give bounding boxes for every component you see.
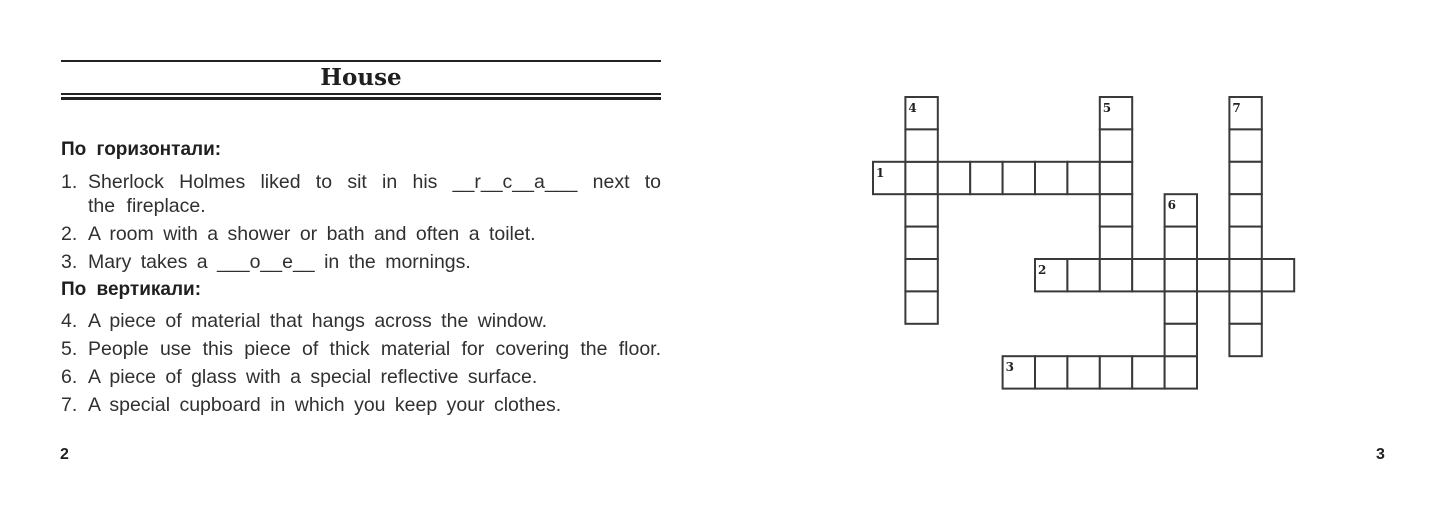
clue-text: A room with a shower or bath and often a toilet. (88, 223, 536, 245)
crossword-clue-number-7: 7 (1232, 101, 1241, 115)
clue-number: 2. (61, 223, 78, 245)
crossword-cell[interactable] (1067, 356, 1099, 388)
crossword-cell[interactable] (1229, 324, 1261, 356)
crossword-cell[interactable] (1229, 129, 1261, 161)
clue-text-after: next to (592, 171, 661, 193)
clue-number: 1. (61, 171, 78, 193)
clue-text: Mary takes a (88, 251, 208, 273)
clue-number: 6. (61, 366, 78, 388)
crossword-cell[interactable] (905, 291, 937, 323)
answer-blanks: __r__c__a___ (452, 171, 578, 193)
clue-number: 3. (61, 251, 78, 273)
crossword-cell[interactable] (1067, 259, 1099, 291)
crossword-cell[interactable] (1229, 259, 1261, 291)
clue-text: A piece of material that hangs across the window. (88, 310, 548, 332)
crossword-cell[interactable] (1229, 162, 1261, 194)
crossword-cell[interactable] (1165, 259, 1197, 291)
crossword-cell[interactable] (1067, 162, 1099, 194)
crossword-cell[interactable] (1165, 356, 1197, 388)
answer-blanks: ___o__e__ (217, 251, 315, 273)
crossword-cell[interactable] (1100, 129, 1132, 161)
crossword-cell[interactable] (1229, 227, 1261, 259)
clue-text: A special cupboard in which you keep your clothes. (88, 394, 562, 416)
crossword-clue-number-2: 2 (1038, 263, 1047, 277)
crossword-cell[interactable] (1003, 162, 1035, 194)
clue-number: 7. (61, 394, 78, 416)
crossword-cell[interactable] (905, 259, 937, 291)
crossword-cell[interactable] (970, 162, 1002, 194)
across-heading: По горизонтали: (61, 139, 222, 160)
crossword-clue-number-1: 1 (876, 165, 885, 180)
crossword-cell[interactable] (1132, 259, 1164, 291)
crossword-clue-number-3: 3 (1005, 360, 1014, 375)
crossword-cell[interactable] (1100, 356, 1132, 388)
crossword-cell[interactable] (1100, 227, 1132, 259)
down-heading: По вертикали: (61, 279, 202, 300)
crossword-cell[interactable] (1262, 259, 1294, 291)
clue-text: Sherlock Holmes liked to sit in his (88, 171, 438, 193)
crossword-cell[interactable] (1197, 259, 1229, 291)
crossword-cell[interactable] (1229, 291, 1261, 323)
clue-number: 5. (61, 338, 78, 360)
crossword-clue-number-4: 4 (908, 101, 917, 115)
page-number-right: 3 (1376, 446, 1385, 463)
page-title: House (320, 64, 402, 91)
page-number-left: 2 (60, 446, 69, 463)
clue-text-after: in the mornings. (324, 251, 471, 273)
crossword-cell[interactable] (1132, 356, 1164, 388)
crossword-cell[interactable] (1229, 194, 1261, 226)
clue-text: A piece of glass with a special reflective surface. (88, 366, 538, 388)
crossword-cell[interactable] (938, 162, 970, 194)
crossword-cell[interactable] (905, 227, 937, 259)
crossword-cell[interactable] (1100, 194, 1132, 226)
crossword-cell[interactable] (1165, 324, 1197, 356)
clue-number: 4. (61, 310, 78, 332)
crossword-cell[interactable] (905, 162, 937, 194)
crossword-cell[interactable] (1100, 259, 1132, 291)
crossword-cell[interactable] (905, 129, 937, 161)
crossword-clue-number-6: 6 (1167, 198, 1176, 213)
crossword-cell[interactable] (1100, 162, 1132, 194)
crossword-cell[interactable] (1035, 162, 1067, 194)
clue-text: People use this piece of thick material for covering the floor. (88, 338, 661, 360)
crossword-cell[interactable] (905, 194, 937, 226)
clue-across-1-line2: the fireplace. (88, 195, 206, 217)
crossword-cell[interactable] (1035, 356, 1067, 388)
crossword-clue-number-5: 5 (1102, 101, 1112, 115)
crossword-cell[interactable] (1165, 227, 1197, 259)
crossword-cell[interactable] (1165, 291, 1197, 323)
